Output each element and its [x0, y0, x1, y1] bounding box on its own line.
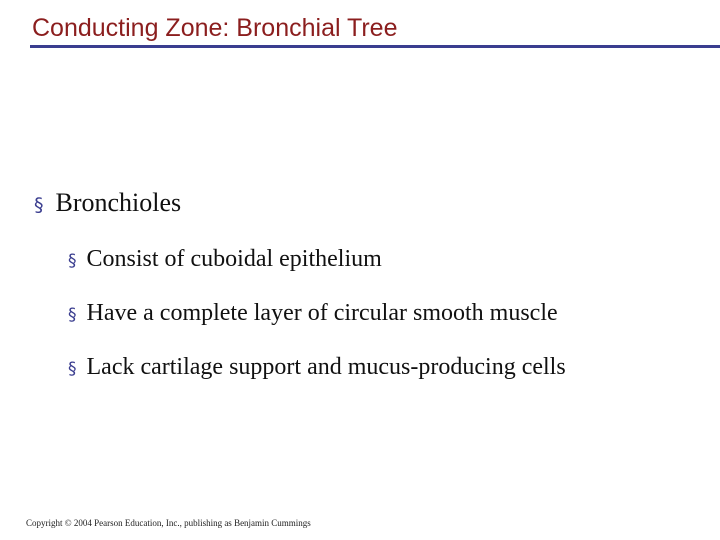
- bullet-marker-icon: §: [68, 251, 77, 271]
- bullet-text: Bronchioles: [55, 188, 182, 217]
- sub-bullet-item: [68, 300, 558, 327]
- copyright-footer: Copyright © 2004 Pearson Education, Inc., publishing as Benjamin Cummings: [26, 518, 311, 528]
- bullet-marker-icon: §: [68, 359, 77, 379]
- sub-bullet-item: [68, 246, 382, 273]
- bullet-marker-icon: §: [68, 305, 77, 325]
- sub-bullet-item: [68, 354, 566, 381]
- slide-title: Conducting Zone: Bronchial Tree: [32, 14, 398, 42]
- sub-bullet-text: Lack cartilage support and mucus-producing cells: [86, 354, 566, 380]
- bullet-marker-icon: §: [34, 194, 44, 216]
- sub-bullet-text: Have a complete layer of circular smooth muscle: [86, 300, 558, 326]
- sub-bullet-text: Consist of cuboidal epithelium: [86, 246, 382, 272]
- bullet-item: [34, 188, 181, 218]
- title-underline: [30, 45, 720, 48]
